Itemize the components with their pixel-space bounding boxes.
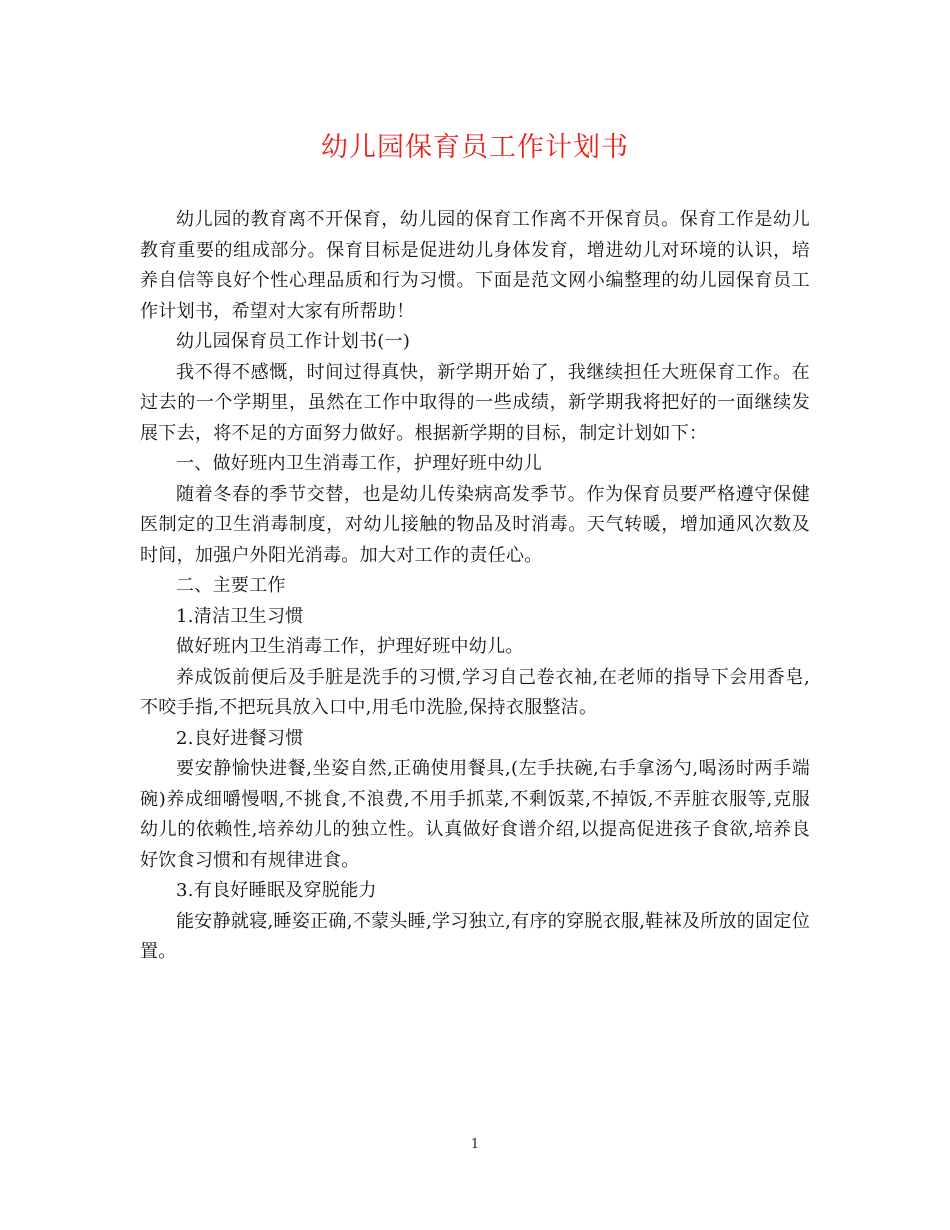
- document-body: [140, 205, 810, 968]
- page-number: 1: [470, 1137, 480, 1152]
- paragraph-cleanliness-2: 养成饭前便后及手脏是洗手的习惯,学习自己卷衣袖,在老师的指导下会用香皂,不咬手指,不把玩具放入口中,用毛巾洗脸,保持衣服整洁。: [140, 666, 810, 718]
- paragraph-sleep: 能安静就寝,睡姿正确,不蒙头睡,学习独立,有序的穿脱衣服,鞋袜及所放的固定位置。: [140, 910, 811, 962]
- paragraph-eating: 要安静愉快进餐,坐姿自然,正确使用餐具,(左手扶碗,右手拿汤勺,喝汤时两手端碗)养成细嚼慢咽,不挑食,不浪费,不用手抓菜,不剩饭菜,不掉饭,不弄脏衣服等,克服幼儿的依赖性,培养幼儿的独立性。认真做好食谱介绍,以提高促进孩子食欲,培养良好饮食习惯和有规律进食。: [140, 758, 810, 871]
- paragraph-cleanliness-1: 做好班内卫生消毒工作，护理好班中幼儿。: [176, 636, 524, 657]
- document-title: 幼儿园保育员工作计划书: [321, 132, 629, 163]
- section-heading-hygiene: 一、做好班内卫生消毒工作，护理好班中幼儿: [176, 453, 542, 474]
- section-heading-main-work: 二、主要工作: [176, 575, 286, 596]
- subheading-cleanliness: 1.清洁卫生习惯: [176, 605, 304, 627]
- section-heading-plan-one: 幼儿园保育员工作计划书(一): [176, 331, 411, 352]
- paragraph-intro: 幼儿园的教育离不开保育，幼儿园的保育工作离不开保育员。保育工作是幼儿教育重要的组成部分。保育目标是促进幼儿身体发育，增进幼儿对环境的认识，培养自信等良好个性心理品质和行为习惯。下面是范文网小编整理的幼儿园保育员工作计划书，希望对大家有所帮助！: [140, 209, 810, 322]
- subheading-sleep: 3.有良好睡眠及穿脱能力: [176, 880, 377, 901]
- subheading-eating: 2.良好进餐习惯: [176, 727, 304, 749]
- paragraph-opening: 我不得不感慨，时间过得真快，新学期开始了，我继续担任大班保育工作。在过去的一个学期里，虽然在工作中取得的一些成绩，新学期我将把好的一面继续发展下去，将不足的方面努力做好。根据新学期的目标，制定计划如下：: [140, 361, 810, 444]
- paragraph-season: 随着冬春的季节交替，也是幼儿传染病高发季节。作为保育员要严格遵守保健医制定的卫生消毒制度，对幼儿接触的物品及时消毒。天气转暖，增加通风次数及时间，加强户外阳光消毒。加大对工作的责任心。: [140, 483, 810, 566]
